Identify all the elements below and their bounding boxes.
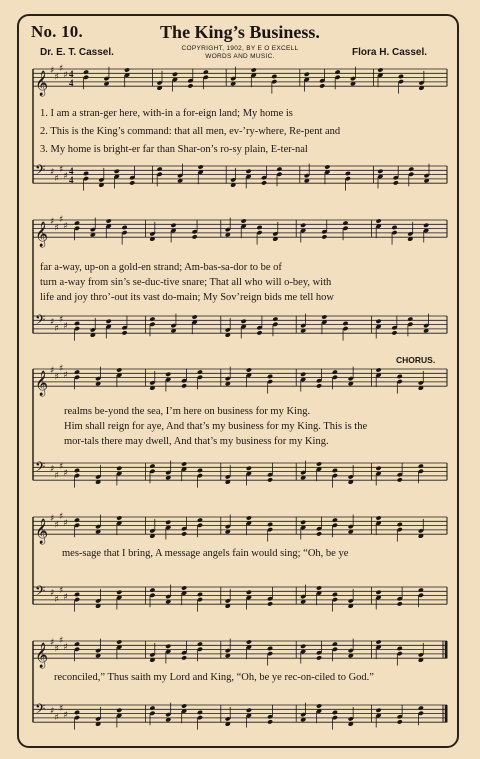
note-head: [116, 515, 122, 520]
note-head: [241, 319, 247, 324]
note-head: [149, 316, 155, 321]
note-head: [391, 225, 397, 230]
sharp-icon: ♯: [50, 588, 55, 599]
composer-credit: Dr. E. T. Cassel.: [40, 47, 114, 58]
bass-clef-icon: 𝄢: [35, 583, 46, 602]
note-head: [74, 592, 80, 597]
lyricist-credit: Flora H. Cassel.: [352, 47, 428, 58]
note-head: [74, 641, 80, 646]
note-head: [398, 74, 404, 79]
note-head: [276, 166, 282, 171]
note-head: [181, 383, 187, 388]
note-head: [181, 703, 187, 708]
note-head: [397, 477, 403, 482]
note-head: [192, 234, 198, 239]
note-head: [316, 531, 322, 536]
note-head: [321, 234, 327, 239]
sharp-icon: ♯: [59, 214, 64, 225]
bass-clef-icon: 𝄢: [35, 701, 46, 720]
note-head: [149, 705, 155, 710]
note-head: [418, 705, 424, 710]
time-signature-bottom: 4: [69, 78, 74, 88]
note-head: [397, 522, 403, 527]
note-head: [377, 67, 383, 72]
note-head: [106, 218, 112, 223]
note-head: [261, 180, 267, 185]
note-head: [246, 590, 252, 595]
verse-line: turn a-way from sin’s se-duc-tive snare; That all who will o-bey, with: [40, 277, 332, 288]
note-head: [376, 466, 382, 471]
note-head: [332, 517, 338, 522]
sharp-icon: ♯: [50, 638, 55, 648]
note-head: [300, 223, 306, 228]
sharp-icon: ♯: [54, 712, 59, 723]
note-head: [300, 644, 306, 649]
note-head: [256, 225, 262, 230]
note-head: [192, 314, 198, 319]
note-head: [332, 369, 338, 374]
note-head: [106, 319, 112, 324]
note-head: [342, 321, 348, 326]
hymn-title: The King’s Business.: [160, 22, 320, 42]
note-head: [170, 223, 176, 228]
sharp-icon: ♯: [54, 594, 59, 605]
note-head: [181, 531, 187, 536]
note-head: [116, 590, 122, 595]
verse-line: realms be-yond the sea, I’m here on business for my King.: [64, 406, 311, 417]
note-head: [316, 461, 322, 466]
sharp-icon: ♯: [54, 72, 59, 83]
verse-line: life and joy thro’-out its vast do-main; My Sov’reign bids me tell how: [40, 292, 334, 303]
verse-line: 3. My home is bright-er far than Shar-on’s ro-sy plain, E-ter-nal: [40, 144, 308, 155]
note-head: [316, 585, 322, 590]
note-head: [345, 171, 351, 176]
note-head: [376, 639, 382, 644]
sharp-icon: ♯: [50, 167, 55, 178]
sharp-icon: ♯: [59, 586, 64, 597]
note-head: [246, 169, 252, 174]
copyright-line-2: WORDS AND MUSIC.: [205, 53, 275, 60]
note-head: [272, 316, 278, 321]
sharp-icon: ♯: [54, 173, 59, 184]
note-head: [376, 515, 382, 520]
note-head: [335, 69, 341, 74]
verse-line: 2. This is the King’s command: that all men, ev-’ry-where, Re-pent and: [40, 126, 341, 137]
note-head: [397, 646, 403, 651]
note-head: [74, 710, 80, 715]
sharp-icon: ♯: [63, 370, 68, 381]
note-head: [267, 719, 273, 724]
note-head: [181, 461, 187, 466]
treble-clef-icon: 𝄞: [35, 643, 49, 669]
note-head: [197, 592, 203, 597]
note-head: [376, 218, 382, 223]
note-head: [321, 314, 327, 319]
note-head: [391, 330, 397, 335]
time-signature-top: 4: [69, 69, 74, 79]
note-head: [251, 67, 257, 72]
sharp-icon: ♯: [50, 317, 55, 328]
chorus-label: CHORUS.: [396, 355, 436, 365]
note-head: [267, 601, 273, 606]
note-head: [267, 522, 273, 527]
hymn-number: No. 10.: [31, 22, 83, 41]
time-signature-bottom: 4: [69, 175, 74, 185]
note-head: [271, 74, 277, 79]
note-head: [165, 520, 171, 525]
note-head: [197, 517, 203, 522]
note-head: [393, 180, 399, 185]
note-head: [129, 180, 135, 185]
note-head: [116, 708, 122, 713]
note-head: [246, 367, 252, 372]
note-head: [241, 218, 247, 223]
verse-line: Him shall reign for aye, And that’s my business for my King. This is the: [64, 421, 368, 432]
sharp-icon: ♯: [50, 66, 55, 76]
chorus-line: reconciled,” Thus saith my Lord and King, “Oh, be ye rec-on-ciled to God.”: [54, 672, 374, 683]
note-head: [376, 708, 382, 713]
sharp-icon: ♯: [50, 706, 55, 717]
sharp-icon: ♯: [63, 321, 68, 332]
note-head: [157, 166, 163, 171]
note-head: [304, 72, 310, 77]
note-head: [198, 164, 204, 169]
sharp-icon: ♯: [63, 171, 68, 182]
note-head: [116, 367, 122, 372]
note-head: [407, 316, 413, 321]
sharp-icon: ♯: [50, 514, 55, 524]
note-head: [418, 587, 424, 592]
note-head: [197, 710, 203, 715]
sharp-icon: ♯: [59, 363, 64, 374]
note-head: [377, 169, 383, 174]
note-head: [181, 655, 187, 660]
note-head: [267, 477, 273, 482]
note-head: [114, 169, 120, 174]
note-head: [246, 466, 252, 471]
treble-clef-icon: 𝄞: [35, 519, 49, 545]
note-head: [116, 466, 122, 471]
note-head: [300, 520, 306, 525]
note-head: [376, 319, 382, 324]
note-head: [246, 708, 252, 713]
note-head: [332, 710, 338, 715]
note-head: [121, 225, 127, 230]
note-head: [376, 367, 382, 372]
note-head: [397, 601, 403, 606]
note-head: [74, 517, 80, 522]
sharp-icon: ♯: [63, 221, 68, 232]
note-head: [197, 369, 203, 374]
note-head: [316, 383, 322, 388]
note-head: [165, 644, 171, 649]
note-head: [316, 703, 322, 708]
verse-line: far a-way, up-on a gold-en strand; Am-bas-sa-dor to be of: [40, 262, 282, 273]
sharp-icon: ♯: [59, 63, 64, 74]
sharp-icon: ♯: [63, 710, 68, 721]
sharp-icon: ♯: [50, 217, 55, 227]
note-head: [74, 321, 80, 326]
note-head: [197, 641, 203, 646]
sharp-icon: ♯: [50, 464, 55, 475]
note-head: [423, 223, 429, 228]
note-head: [256, 330, 262, 335]
note-head: [116, 639, 122, 644]
note-head: [165, 372, 171, 377]
note-head: [267, 374, 273, 379]
sharp-icon: ♯: [63, 592, 68, 603]
treble-clef-icon: 𝄞: [35, 371, 49, 397]
note-head: [149, 587, 155, 592]
sharp-icon: ♯: [59, 704, 64, 715]
sharp-icon: ♯: [54, 372, 59, 383]
note-head: [324, 164, 330, 169]
bass-clef-icon: 𝄢: [35, 459, 46, 478]
note-head: [300, 372, 306, 377]
note-head: [197, 468, 203, 473]
note-head: [181, 585, 187, 590]
note-head: [418, 463, 424, 468]
note-head: [124, 67, 130, 72]
sharp-icon: ♯: [54, 644, 59, 655]
copyright-line-1: COPYRIGHT, 1902, BY E O EXCELL: [181, 45, 299, 52]
note-head: [319, 83, 325, 88]
note-head: [149, 463, 155, 468]
note-head: [342, 220, 348, 225]
sharp-icon: ♯: [54, 323, 59, 334]
sharp-icon: ♯: [50, 366, 55, 376]
note-head: [172, 72, 178, 77]
sharp-icon: ♯: [54, 223, 59, 234]
sharp-icon: ♯: [59, 315, 64, 326]
note-head: [74, 468, 80, 473]
treble-clef-icon: 𝄞: [35, 222, 49, 248]
note-head: [376, 590, 382, 595]
note-head: [121, 330, 127, 335]
note-head: [332, 641, 338, 646]
sharp-icon: ♯: [63, 70, 68, 81]
note-head: [74, 369, 80, 374]
note-head: [187, 83, 193, 88]
note-head: [332, 468, 338, 473]
sharp-icon: ♯: [63, 642, 68, 653]
note-head: [408, 166, 414, 171]
sharp-icon: ♯: [54, 520, 59, 531]
sharp-icon: ♯: [59, 635, 64, 646]
sharp-icon: ♯: [59, 462, 64, 473]
note-head: [316, 655, 322, 660]
sharp-icon: ♯: [59, 165, 64, 176]
verse-line: 1. I am a stran-ger here, with-in a for-eign land; My home is: [40, 108, 293, 119]
note-head: [332, 592, 338, 597]
note-head: [74, 220, 80, 225]
verse-line: mor-tals there may dwell, And that’s my business for my King.: [64, 436, 329, 447]
sharp-icon: ♯: [59, 511, 64, 522]
treble-clef-icon: 𝄞: [35, 71, 49, 97]
bass-clef-icon: 𝄢: [35, 312, 46, 331]
note-head: [397, 719, 403, 724]
sharp-icon: ♯: [54, 470, 59, 481]
bass-clef-icon: 𝄢: [35, 162, 46, 181]
note-head: [246, 639, 252, 644]
note-head: [397, 374, 403, 379]
sharp-icon: ♯: [63, 468, 68, 479]
note-head: [267, 646, 273, 651]
sharp-icon: ♯: [63, 518, 68, 529]
note-head: [203, 69, 209, 74]
note-head: [83, 171, 89, 176]
note-head: [83, 69, 89, 74]
chorus-line: mes-sage that I bring, A message angels fain would sing; “Oh, be ye: [62, 548, 349, 559]
note-head: [246, 515, 252, 520]
time-signature-top: 4: [69, 166, 74, 176]
